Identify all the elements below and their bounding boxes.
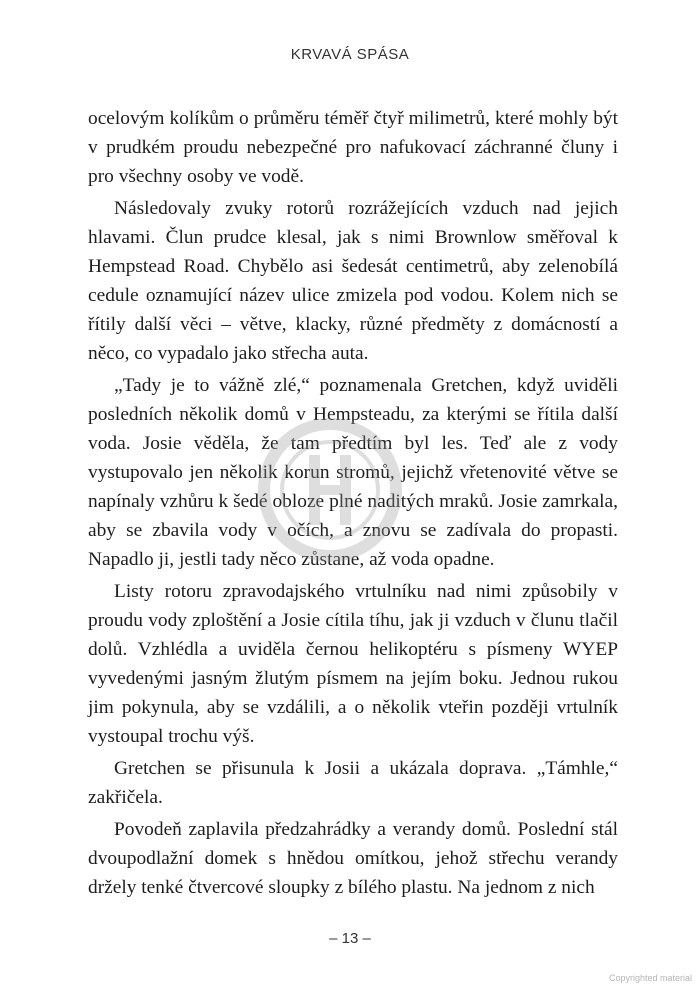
paragraph: Povodeň zaplavila předzahrádky a verandy domů. Poslední stál dvoupodlažní domek s hnědou omítkou, jehož střechu verandy držely tenké čtvercové sloupky z bílého plastu. Na jednom z nich xyxy=(88,819,618,898)
body-text xyxy=(88,104,618,905)
running-title: KRVAVÁ SPÁSA xyxy=(290,46,410,63)
page-number: – 13 – xyxy=(329,930,371,947)
paragraph: „Tady je to vážně zlé,“ poznamenala Gretchen, když uviděli posledních několik domů v Hempsteadu, za kterými se řítila další voda. Josie věděla, že tam předtím byl les. Teď ale z vody vystupovalo jen několik korun stromů, jejichž vřetenovité větve se napínaly vzhůru k šedé obloze plné naditých mraků. Josie zamrkala, aby se zbavila vody v očích, a znovu se zadívala do propasti. Napadlo ji, jestli tady něco zůstane, až voda opadne. xyxy=(88,375,618,570)
paragraph: Následovaly zvuky rotorů rozrážejících vzduch nad jejich hlavami. Člun prudce klesal, jak s nimi Brownlow směřoval k Hempstead Road. Chybělo asi šedesát centimetrů, aby zelenobílá cedule oznamující název ulice zmizela pod vodou. Kolem nich se řítily další věci – větve, klacky, různé předměty z domácností a něco, co vypadalo jako střecha auta. xyxy=(88,198,618,364)
copyright-note: Copyrighted material xyxy=(608,973,692,983)
paragraph: Gretchen se přisunula k Josii a ukázala doprava. „Támhle,“ zakřičela. xyxy=(88,758,618,808)
paragraph: Listy rotoru zpravodajského vrtulníku nad nimi způsobily v proudu vody zploštění a Josie cítila tíhu, jak ji vzduch v člunu tlačil dolů. Vzhlédla a uviděla černou helikoptéru s písmeny WYEP vyvedenými jasným žlutým písmem na jejím boku. Jednou rukou jim pokynula, aby se vzdálili, a o několik vteřin později vrtulník vystoupal trochu výš. xyxy=(88,581,618,747)
paragraph: ocelovým kolíkům o průměru téměř čtyř milimetrů, které mohly být v prudkém proudu nebezpečné pro nafukovací záchranné čluny i pro všechny osoby ve vodě. xyxy=(88,108,618,187)
